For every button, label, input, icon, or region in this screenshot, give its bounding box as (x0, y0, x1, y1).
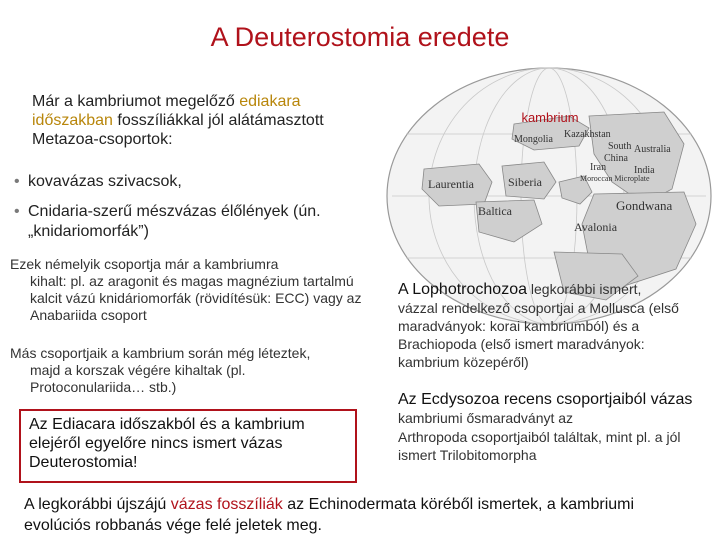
bottom-text (24, 494, 704, 536)
intro-highlight: ediakara időszakban (32, 93, 301, 129)
map-label-south: South (608, 141, 632, 152)
intro-text (32, 92, 362, 149)
bottom-highlight: vázas fosszíliák (170, 496, 283, 513)
highlight-box: Az Ediacara időszakból és a kambrium elejéről egyelőre nincs ismert vázas Deuterostomia! (19, 409, 357, 483)
ecdysozoa-text (398, 390, 698, 464)
paragraph-first-line: Más csoportjaik a kambrium során még léteztek, (10, 345, 311, 361)
paragraph-extinct-cambrian (10, 256, 362, 324)
ecdysozoa-small: kambriumi ősmaradványt az (398, 410, 574, 426)
lophotrochozoa-text (398, 280, 698, 371)
page-title: A Deuterostomia eredete (210, 22, 510, 52)
bullet-icon: • (14, 173, 20, 190)
bullet-text: Cnidaria-szerű mészvázas élőlények (ún. „knidariomorfák”) (28, 203, 321, 240)
map-period-label: kambrium (521, 110, 579, 125)
list-item (14, 202, 384, 242)
map-label-moroccan-microplate: Moroccan Microplate (580, 174, 650, 183)
lophotrochozoa-small: legkorábbi ismert, (527, 281, 642, 297)
map-label-gondwana: Gondwana (616, 198, 673, 213)
lophotrochozoa-lead: A Lophotrochozoa (398, 281, 527, 298)
lophotrochozoa-rest: vázzal rendelkező csoportjai a Mollusca (első maradványok: korai kambriumból) és a Brachiopoda (első ismert maradványok: kambrium közepéről) (398, 300, 679, 370)
intro-after: fosszíliákkal jól alátámasztott Metazoa-csoportok: (32, 112, 324, 148)
paragraph-rest: majd a korszak végére kihaltak (pl. Protoconulariida… stb.) (30, 362, 246, 395)
paragraph-extinct-late (10, 345, 362, 396)
map-label-baltica: Baltica (478, 204, 512, 218)
paragraph-rest: kihalt: pl. az aragonit és magas magnézium tartalmú kalcit vázú knidáriomorfák (rövidítésük: ECC) vagy az Anabariida csoport (30, 273, 362, 323)
list-item (14, 172, 384, 192)
bullet-text: kovavázas szivacsok, (28, 173, 182, 190)
intro-before: Már a kambriumot megelőző (32, 93, 240, 110)
map-label-siberia: Siberia (508, 175, 542, 189)
bullet-list (14, 172, 384, 252)
map-label-avalonia: Avalonia (574, 220, 618, 234)
map-label-china: China (604, 153, 628, 164)
ecdysozoa-lead: Az Ecdysozoa recens csoportjaiból vázas (398, 391, 693, 408)
bullet-icon: • (14, 203, 20, 220)
paragraph-first-line: Ezek némelyik csoportja már a kambriumra (10, 256, 279, 272)
map-label-india: India (634, 165, 655, 176)
bottom-after: az Echinodermata köréből ismertek, a kambriumi evolúciós robbanás vége felé jeletek meg. (24, 496, 635, 534)
map-label-iran: Iran (590, 162, 607, 173)
ecdysozoa-rest: Arthropoda csoportjaiból találtak, mint pl. a jól ismert Trilobitomorpha (398, 429, 681, 463)
map-label-laurentia: Laurentia (428, 177, 474, 191)
map-label-australia: Australia (634, 144, 671, 155)
map-label-mongolia: Mongolia (514, 134, 553, 145)
map-label-kazakhstan: Kazakhstan (564, 129, 611, 140)
bottom-before: A legkorábbi újszájú (24, 496, 171, 513)
